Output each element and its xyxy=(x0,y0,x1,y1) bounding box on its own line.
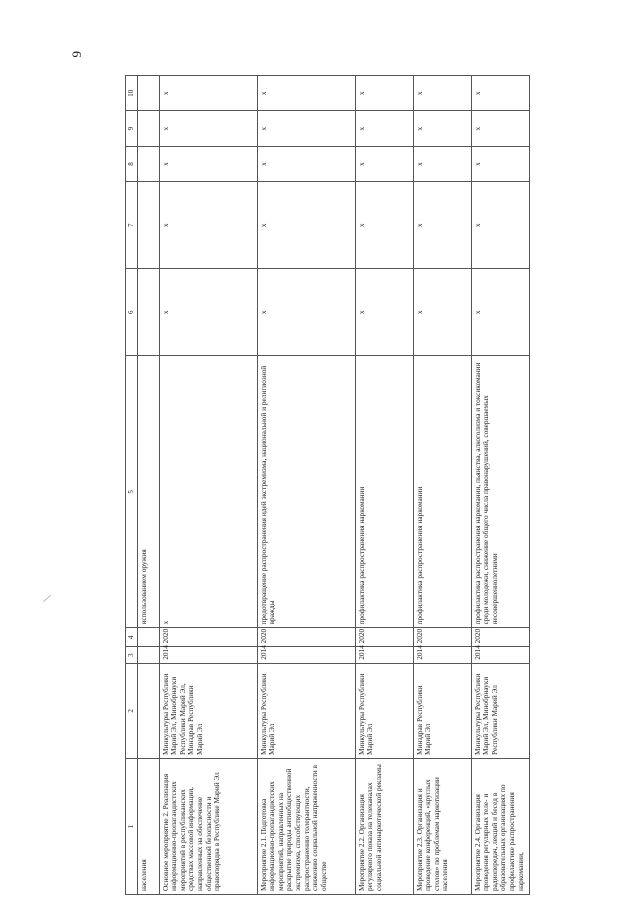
cell-col6: х xyxy=(159,269,257,356)
cell-end-year: 2020 xyxy=(355,628,413,647)
cell-measure: Мероприятие 2.1. Подготовка информационно-пропагандистских мероприятий, направленных на раскрытие природы антиобщественной экстремизма, способствующих распространению толерантности, снижению социальной напряженности в обществе xyxy=(257,758,355,894)
cell-col9: х xyxy=(413,111,471,146)
column-header: 10 xyxy=(126,76,138,111)
column-header: 6 xyxy=(126,269,138,356)
column-header: 7 xyxy=(126,182,138,269)
column-header: 8 xyxy=(126,146,138,181)
cell-col8 xyxy=(137,146,159,181)
cell-end-year: 2020 xyxy=(413,628,471,647)
cell-col7: х xyxy=(159,182,257,269)
cell-col7: х xyxy=(413,182,471,269)
scan-speck xyxy=(43,595,51,602)
cell-col8: х xyxy=(159,146,257,181)
cell-start-year: 2014 xyxy=(413,647,471,663)
column-header: 5 xyxy=(126,356,138,628)
column-header: 1 xyxy=(126,758,138,894)
cell-col10: х xyxy=(257,76,355,111)
cell-start-year xyxy=(137,647,159,663)
cell-result: предотвращение распространения идей экстремизма, национальной и религиозной вражды xyxy=(257,356,355,628)
cell-result: использованием оружия xyxy=(137,356,159,628)
cell-col9: х xyxy=(159,111,257,146)
table-row xyxy=(355,76,413,895)
cell-end-year: 2020 xyxy=(159,628,257,647)
cell-col7: х xyxy=(471,182,529,269)
cell-result: профилактика распространения наркомании xyxy=(413,356,471,628)
cell-executor xyxy=(137,663,159,758)
cell-col9: х xyxy=(257,111,355,146)
cell-executor: Минкультуры Республики Марий Эл, Минобрнауки Республики Марий Эл, Минздрав Республики Марий Эл xyxy=(159,663,257,758)
column-header: 9 xyxy=(126,111,138,146)
table-row xyxy=(413,76,471,895)
cell-col10: х xyxy=(355,76,413,111)
table-row xyxy=(159,76,257,895)
cell-executor: Минкультуры Республики Марий Эл, Минобрнауки Республики Марий Эл xyxy=(471,663,529,758)
cell-start-year: 2014 xyxy=(257,647,355,663)
cell-result: профилактика распространения наркомании, пьянства, алкоголизма и токсикомании среди молодежи, снижение общего числа правонарушений, совершаемых несовершеннолетними xyxy=(471,356,529,628)
cell-measure: Основное мероприятие 2. Реализация информационно-пропагандистских мероприятий в республиканских средствах массовой информации, направленных на обеспечение общественной безопасности и правопорядка в Республике Марий Эл xyxy=(159,758,257,894)
program-table xyxy=(125,75,530,895)
cell-col6: х xyxy=(413,269,471,356)
cell-end-year: 2020 xyxy=(471,628,529,647)
cell-end-year xyxy=(137,628,159,647)
cell-col9: х xyxy=(355,111,413,146)
cell-col8: х xyxy=(257,146,355,181)
cell-col6: х xyxy=(355,269,413,356)
cell-col6: х xyxy=(471,269,529,356)
cell-col7: х xyxy=(355,182,413,269)
cell-start-year: 2014 xyxy=(159,647,257,663)
cell-result: х xyxy=(159,356,257,628)
cell-col10: х xyxy=(471,76,529,111)
table-row xyxy=(471,76,529,895)
cell-col10: х xyxy=(159,76,257,111)
cell-start-year: 2014 xyxy=(471,647,529,663)
cell-col8: х xyxy=(471,146,529,181)
cell-measure: населения xyxy=(137,758,159,894)
column-header: 3 xyxy=(126,647,138,663)
cell-start-year: 2014 xyxy=(355,647,413,663)
column-header: 4 xyxy=(126,628,138,647)
cell-col6: х xyxy=(257,269,355,356)
table-row xyxy=(257,76,355,895)
cell-col9 xyxy=(137,111,159,146)
rotated-page xyxy=(69,51,525,895)
cell-col7: х xyxy=(257,182,355,269)
cell-col10: х xyxy=(413,76,471,111)
table-row xyxy=(137,76,159,895)
cell-executor: Минкультуры Республики Марий Эл xyxy=(355,663,413,758)
cell-result: профилактика распространения наркомании xyxy=(355,356,413,628)
cell-measure: Мероприятие 2.2. Организация регулярного показа на телеканалах социальной антинаркотической рекламы xyxy=(355,758,413,894)
cell-col6 xyxy=(137,269,159,356)
page-number: 9 xyxy=(69,51,84,58)
cell-col9: х xyxy=(471,111,529,146)
cell-end-year: 2020 xyxy=(257,628,355,647)
cell-executor: Минздрав Республики Марий Эл xyxy=(413,663,471,758)
cell-col8: х xyxy=(413,146,471,181)
cell-col10 xyxy=(137,76,159,111)
cell-measure: Мероприятие 2.4. Организация проведения регулярных теле- и радиопередач, лекций и бесед в образовательных организациях по профилактике распространения наркомании, xyxy=(471,758,529,894)
cell-col7 xyxy=(137,182,159,269)
cell-measure: Мероприятие 2.3. Организация и проведение конференций, «круглых столов» по проблемам наркотизации населения xyxy=(413,758,471,894)
cell-executor: Минкультуры Республики Марий Эл xyxy=(257,663,355,758)
cell-col8: х xyxy=(355,146,413,181)
header-row xyxy=(126,76,138,895)
column-header: 2 xyxy=(126,663,138,758)
